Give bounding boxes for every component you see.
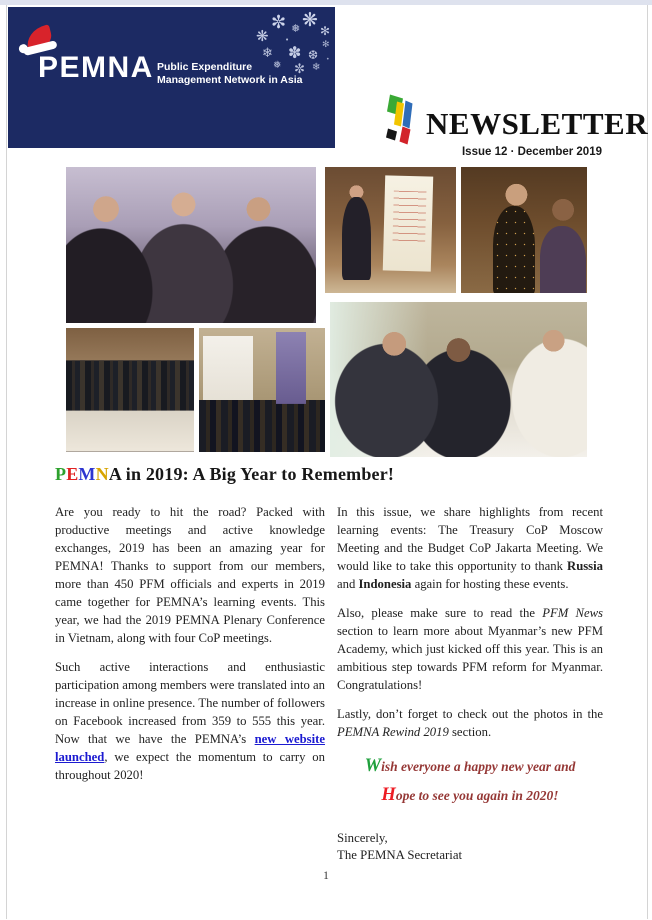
pemna-logo-icon	[384, 93, 414, 149]
photo-discussion	[461, 167, 587, 293]
snowflake-icon: ❋	[302, 9, 318, 31]
article-right-column	[337, 503, 603, 864]
photo-handshake	[330, 302, 587, 457]
headline-rest: in 2019: A Big Year to Remember!	[121, 464, 395, 484]
paragraph	[55, 658, 325, 784]
page-number: 1	[323, 870, 329, 882]
text-segment: Such active interactions and enthusiastic participation among members were translated into an increase in online presence. The number of followers on Facebook increased from 359 to 555 this year. Now that we have the PEMNA’s	[55, 660, 325, 746]
snowflake-icon: ❅	[291, 22, 301, 35]
text-segment: section.	[448, 725, 492, 739]
signoff-line1: Sincerely,	[337, 830, 388, 845]
paragraph	[337, 604, 603, 694]
text-segment: section to learn more about Myanmar’s new PFM Academy, which just kicked off this year. This is an ambitious step towards PFM reform for Myanmar. Congratulations!	[337, 624, 603, 692]
snowflake-icon: ❄	[262, 46, 273, 61]
greeting-line1	[337, 756, 603, 776]
title-letter: A	[108, 464, 122, 484]
text-segment: Russia	[567, 559, 603, 573]
photo-panel-speakers	[66, 167, 316, 323]
text-segment: PEMNA Rewind 2019	[337, 725, 449, 739]
text-segment: and	[337, 577, 359, 591]
snowflake-icon: ❅	[273, 60, 282, 71]
paragraph	[55, 503, 325, 647]
snowflake-icon: ❋	[256, 27, 269, 45]
snowflake-icon: ✼	[294, 62, 305, 77]
snowflake-icon: ❆	[308, 48, 319, 62]
article-headline	[55, 464, 394, 485]
text-segment: In this issue, we share highlights from recent learning events: The Treasury CoP Moscow Meeting and the Budget CoP Jakarta Meeting. We would like to take this opportunity to thank	[337, 505, 603, 573]
article-left-column	[55, 503, 325, 795]
greeting-line2-text: ope to see you again in 2020!	[395, 788, 559, 804]
photo-flipchart-speaker	[325, 167, 456, 293]
photo-conference-room	[66, 328, 194, 452]
snowflake-icon: •	[285, 36, 290, 44]
paragraph	[337, 503, 603, 593]
photo-presentation	[199, 328, 325, 452]
greeting-initial-h: H	[381, 785, 396, 806]
title-letter: P	[55, 464, 67, 484]
text-segment: PFM News	[542, 606, 603, 620]
title-letter: N	[95, 464, 109, 484]
text-segment: Indonesia	[358, 577, 412, 591]
text-segment: again for hosting these events.	[411, 577, 569, 591]
logo-blue-ribbon	[403, 101, 413, 129]
text-segment: Are you ready to hit the road? Packed with productive meetings and active knowledge exchanges, 2019 has been an amazing year for PEMNA! Thanks to support from our members, more than 450 PFM officials and experts in 2019 came together for PEMNA’s learning events. This year, we had the 2019 PEMNA Plenary Conference in Vietnam, along with four CoP meetings.	[55, 505, 325, 645]
snowflake-icon: ✽	[288, 43, 302, 62]
issue-date-line: Issue 12 · December 2019	[461, 146, 602, 158]
title-letter: E	[66, 464, 79, 484]
window-top-strip	[0, 0, 652, 5]
logo-red-ribbon	[400, 127, 411, 145]
newsletter-title: NEWSLETTER	[426, 106, 649, 141]
signoff-line2: The PEMNA Secretariat	[337, 847, 463, 862]
org-tagline-line2: Management Network in Asia	[157, 74, 303, 86]
title-letter: M	[78, 464, 96, 484]
snowflake-icon: ❄	[312, 62, 321, 73]
org-logo-banner	[8, 7, 335, 148]
logo-black-ribbon	[386, 129, 397, 141]
holiday-greeting	[337, 756, 603, 806]
text-segment: , we expect the momentum to carry on throughout 2020!	[55, 750, 325, 782]
greeting-line1-text: ish everyone a happy new year and	[381, 759, 576, 774]
text-segment: Also, please make sure to read the	[337, 606, 543, 620]
snowflake-icon: ✻	[320, 24, 331, 38]
org-name: PEMNA	[38, 51, 154, 84]
snowflake-icon: •	[326, 56, 330, 63]
greeting-initial-w: W	[364, 756, 382, 776]
paragraph	[337, 705, 603, 741]
signoff	[337, 830, 603, 864]
new-website-link[interactable]: new website launched	[55, 732, 325, 764]
snowflake-icon: ✻	[322, 40, 330, 50]
text-segment: Lastly, don’t forget to check out the photos in the	[337, 707, 603, 721]
headline-colored-letters	[55, 464, 121, 484]
snowflake-icon: ✼	[271, 12, 287, 33]
greeting-line2	[337, 785, 603, 805]
org-tagline-line1: Public Expenditure	[157, 61, 253, 73]
